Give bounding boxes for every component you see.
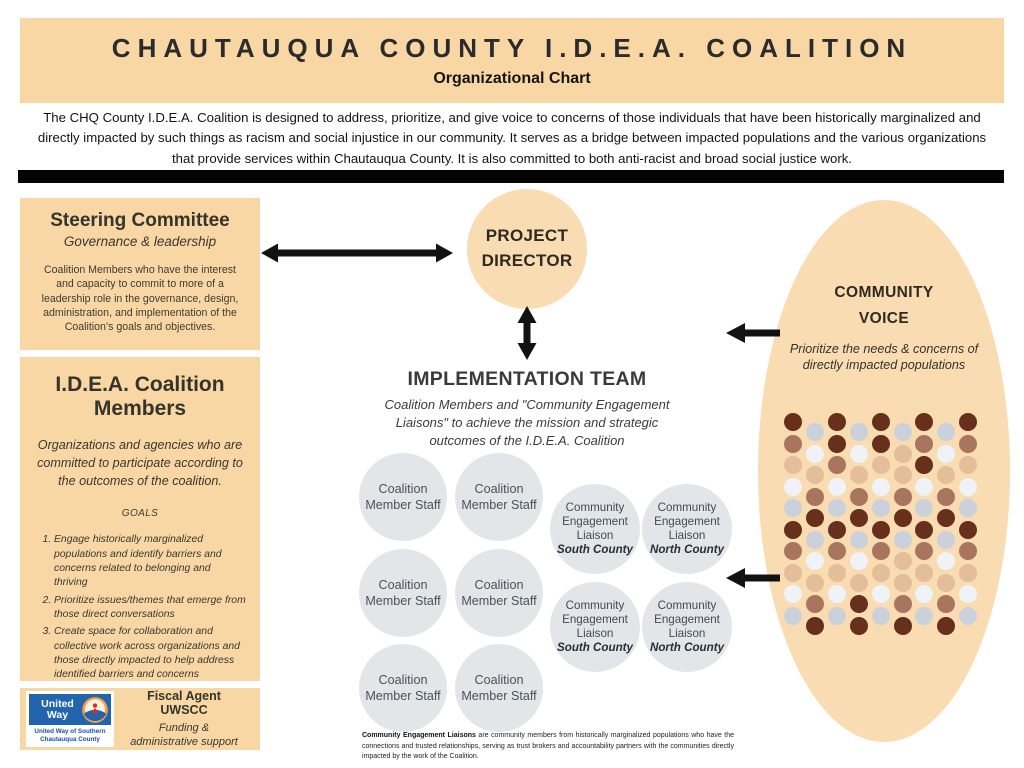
steering-title: Steering Committee [50, 210, 230, 231]
coalition-member-staff-circle [359, 453, 447, 541]
person-dot [872, 435, 890, 453]
goals-label: GOALS [121, 508, 159, 520]
united-way-logo [26, 691, 114, 747]
footnote-lead: Community Engagement Liaisons [362, 732, 476, 739]
fiscal-org-abbr: UWSCC [160, 703, 208, 718]
united-way-logo-top [29, 694, 111, 725]
fiscal-body-line1: Funding & [158, 721, 210, 734]
united-way-wordmark [29, 699, 81, 720]
person-dot [894, 552, 912, 570]
fiscal-agent-box [20, 688, 260, 750]
person-dot [872, 542, 890, 560]
person-dot [872, 413, 890, 431]
uw-brand-line2: Way [46, 708, 69, 721]
dot-column [872, 413, 890, 628]
person-dot [784, 542, 802, 560]
coalition-member-staff-circle [359, 644, 447, 732]
person-dot [937, 531, 955, 549]
person-dot [828, 456, 846, 474]
person-dot [828, 542, 846, 560]
person-dot [828, 499, 846, 517]
person-dot [872, 521, 890, 539]
person-dot [784, 585, 802, 603]
person-dot [937, 595, 955, 613]
person-dot [959, 564, 977, 582]
person-dot [872, 585, 890, 603]
fiscal-title: Fiscal Agent [147, 688, 221, 703]
person-dot [959, 413, 977, 431]
liaison-role-line: Community [565, 598, 625, 612]
liaison-county-label: South County [557, 640, 633, 654]
liaison-role-line: Liaison [668, 626, 706, 640]
person-dot [894, 445, 912, 463]
person-dot [937, 423, 955, 441]
voice-title-line1: COMMUNITY [834, 284, 934, 301]
person-dot [784, 435, 802, 453]
dot-column [937, 423, 955, 638]
arrow-voice-to-liaisons [726, 565, 780, 591]
community-engagement-liaison-circle [550, 484, 640, 574]
fiscal-body-line2: administrative support [130, 735, 238, 748]
person-dot [894, 617, 912, 635]
person-dot [872, 499, 890, 517]
staff-circle-label: Coalition Member Staff [461, 481, 537, 512]
person-dot [915, 413, 933, 431]
person-dot [850, 531, 868, 549]
community-engagement-liaison-circle [642, 582, 732, 672]
dot-column [894, 423, 912, 638]
person-dot [915, 521, 933, 539]
uw-brand-line1: United [41, 697, 74, 710]
project-director-label: PROJECT DIRECTOR [481, 226, 573, 270]
dot-column [915, 413, 933, 628]
united-way-org-name [29, 728, 111, 744]
person-dot [850, 595, 868, 613]
person-dot [784, 607, 802, 625]
person-dot [915, 564, 933, 582]
community-voice-title [758, 280, 1010, 331]
person-dot [915, 607, 933, 625]
uw-org-line1: United Way of Southern [34, 728, 106, 736]
goal-item: 3. Create space for collaboration and collective work across organizations and those directly impacted to help address identified barriers and concerns [54, 625, 246, 682]
voice-title-line2: VOICE [858, 309, 910, 327]
person-dot [959, 521, 977, 539]
person-dot [959, 499, 977, 517]
person-dot [806, 445, 824, 463]
coalition-member-staff-circle [455, 549, 543, 637]
page-title: CHAUTAUQUA COUNTY I.D.E.A. COALITION [111, 33, 913, 63]
liaison-role-line: Liaison [576, 528, 614, 542]
community-engagement-liaison-circle [550, 582, 640, 672]
person-dot [784, 521, 802, 539]
person-dot [828, 413, 846, 431]
person-dot [850, 488, 868, 506]
person-dot [872, 478, 890, 496]
dot-column [959, 413, 977, 628]
person-dot [806, 574, 824, 592]
liaison-role-line: Engagement [562, 514, 628, 528]
person-dot [872, 456, 890, 474]
person-dot [959, 478, 977, 496]
person-dot [828, 585, 846, 603]
staff-circle-label: Coalition Member Staff [365, 672, 441, 703]
person-dot [806, 423, 824, 441]
person-dot [915, 456, 933, 474]
liaison-footnote [362, 731, 734, 763]
coalition-member-staff-circle [455, 453, 543, 541]
person-dot [806, 617, 824, 635]
liaison-county-label: North County [649, 640, 725, 654]
footnote-text: are community members from historically marginalized populations who have the connections and trusted relationships, serving as trust brokers and accountability partners with the communities directly impacted by the work of the Coalition. [362, 732, 735, 760]
person-dot [850, 574, 868, 592]
person-dot [850, 617, 868, 635]
liaison-role-line: Engagement [562, 612, 628, 626]
person-dot [894, 509, 912, 527]
person-dot [850, 466, 868, 484]
liaison-role-line: Community [657, 500, 717, 514]
dot-column [784, 413, 802, 628]
person-dot [959, 607, 977, 625]
liaison-role-line: Liaison [576, 626, 614, 640]
arrow-director-implementation [512, 306, 542, 360]
header-banner [20, 18, 1004, 103]
person-dot [894, 423, 912, 441]
arrow-steering-director [261, 238, 453, 268]
person-dot [784, 413, 802, 431]
person-dot [915, 585, 933, 603]
person-dot [850, 509, 868, 527]
goal-item: 2. Prioritize issues/themes that emerge from those direct conversations [54, 594, 246, 623]
members-body: Organizations and agencies who are committed to participate according to the outcomes of the coalition. [37, 438, 243, 488]
person-dot [828, 607, 846, 625]
person-dot [806, 488, 824, 506]
fiscal-agent-text [114, 689, 254, 749]
community-voice-ellipse [758, 200, 1010, 742]
person-dot [959, 435, 977, 453]
person-dot [850, 423, 868, 441]
liaison-role-line: Community [565, 500, 625, 514]
person-dot [806, 595, 824, 613]
person-dot [850, 552, 868, 570]
person-dot [915, 435, 933, 453]
person-dot [937, 488, 955, 506]
steering-committee-box [20, 198, 260, 350]
person-dot [937, 445, 955, 463]
liaison-role-line: Liaison [668, 528, 706, 542]
person-dot [915, 478, 933, 496]
person-dot [806, 466, 824, 484]
liaison-county-label: South County [557, 542, 633, 556]
person-dot [894, 574, 912, 592]
goals-list [34, 533, 246, 683]
person-dot [959, 585, 977, 603]
goal-item: 1. Engage historically marginalized populations and identify barriers and concerns related to belonging and thriving [54, 533, 246, 590]
fiscal-body [114, 721, 254, 750]
person-dot [806, 509, 824, 527]
person-dot [784, 499, 802, 517]
person-dot [937, 574, 955, 592]
liaison-role-line: Engagement [654, 514, 720, 528]
intro-paragraph: The CHQ County I.D.E.A. Coalition is designed to address, prioritize, and give voice to concerns of those individuals that have been historically marginalized and directly impacted by such things as racism and social injustice in our community. It serves as a bridge between impacted populations and the various organizations that provide services within Chautauqua County. It is also committed to both anti-racist and broad social justice work. [37, 110, 987, 166]
implementation-team-title: IMPLEMENTATION TEAM [407, 368, 647, 390]
coalition-members-box [20, 357, 260, 681]
project-director-circle [467, 189, 587, 309]
page-subtitle: Organizational Chart [433, 70, 591, 87]
members-title: I.D.E.A. Coalition Members [55, 373, 225, 421]
person-dot [959, 542, 977, 560]
steering-subtitle: Governance & leadership [63, 234, 217, 249]
person-dot [915, 542, 933, 560]
person-dot [806, 552, 824, 570]
person-dot [894, 531, 912, 549]
liaison-county-label: North County [649, 542, 725, 556]
united-way-badge-icon [81, 696, 109, 724]
staff-circle-label: Coalition Member Staff [365, 577, 441, 608]
person-dot [872, 607, 890, 625]
person-dot [828, 435, 846, 453]
coalition-member-staff-circle [455, 644, 543, 732]
uw-org-line2: Chautauqua County [40, 736, 100, 744]
person-dot [850, 445, 868, 463]
steering-body: Coalition Members who have the interest and capacity to commit to more of a leadership role in the governance, design, administration, and implementation of the Coalition’s goals and objectives. [41, 264, 239, 334]
coalition-member-staff-circle [359, 549, 447, 637]
person-dot [784, 456, 802, 474]
person-dot [937, 466, 955, 484]
staff-circle-label: Coalition Member Staff [461, 672, 537, 703]
person-dot [937, 509, 955, 527]
community-engagement-liaison-circle [642, 484, 732, 574]
person-dot [828, 521, 846, 539]
divider-bar [18, 170, 1004, 183]
person-dot [806, 531, 824, 549]
dot-column [806, 423, 824, 638]
person-dot [872, 564, 890, 582]
person-dot [959, 456, 977, 474]
person-dot [828, 478, 846, 496]
dot-column [850, 423, 868, 638]
staff-circle-label: Coalition Member Staff [461, 577, 537, 608]
staff-circle-label: Coalition Member Staff [365, 481, 441, 512]
liaison-role-line: Engagement [654, 612, 720, 626]
person-dot [828, 564, 846, 582]
person-dot [937, 617, 955, 635]
implementation-team-subtitle: Coalition Members and "Community Engagement Liaisons" to achieve the mission and strategic outcomes of the I.D.E.A. Coalition [384, 397, 670, 449]
liaison-role-line: Community [657, 598, 717, 612]
dot-column [828, 413, 846, 628]
person-dot [894, 466, 912, 484]
person-dot [894, 595, 912, 613]
community-voice-body: Prioritize the needs & concerns of directly impacted populations [789, 342, 979, 373]
person-dot [784, 478, 802, 496]
person-dot [915, 499, 933, 517]
person-dot [937, 552, 955, 570]
diversity-dot-grid [784, 413, 986, 651]
person-dot [894, 488, 912, 506]
person-dot [784, 564, 802, 582]
arrow-voice-to-director [726, 320, 780, 346]
